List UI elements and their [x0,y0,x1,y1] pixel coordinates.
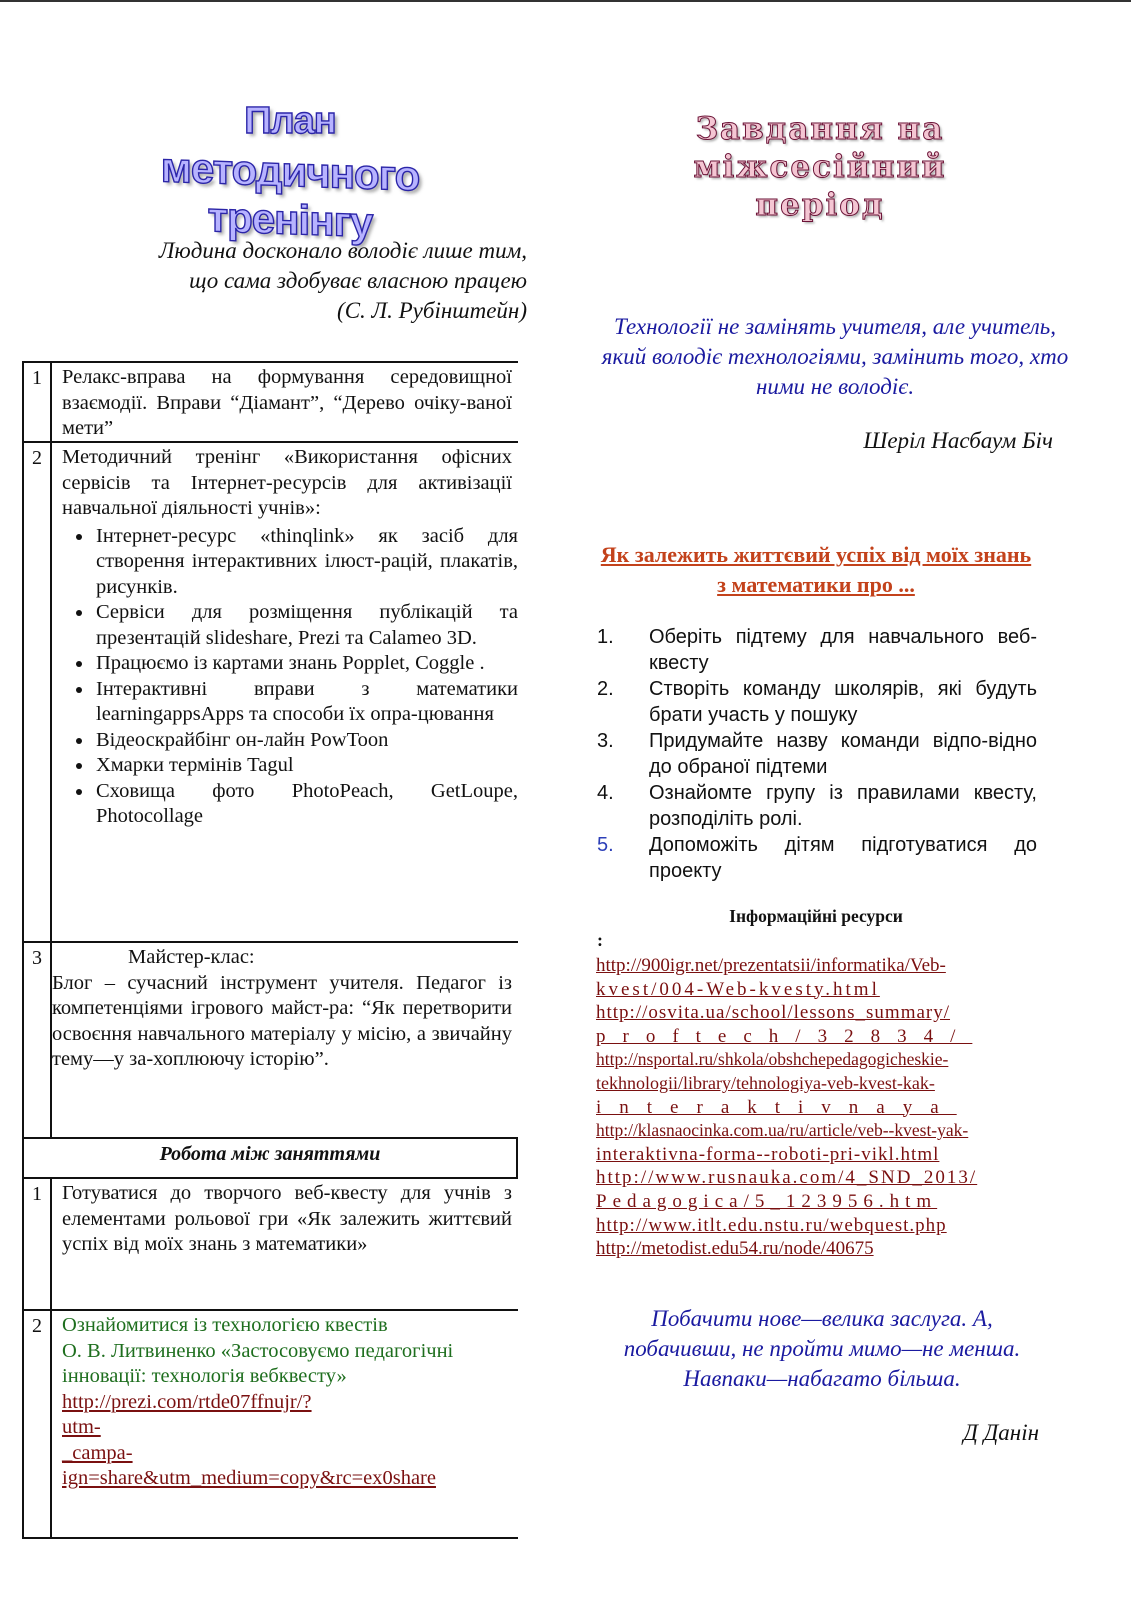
assignment-title [660,110,980,224]
row-content [62,1311,518,1492]
step-text: Ознайомте групу із правилами квесту, розподіліть ролі. [649,782,1037,830]
epigraph-author: (С. Л. Рубінштейн) [337,298,527,323]
steps-list [597,624,1037,884]
plan-title-line1: План [244,100,336,142]
list-item [597,780,1037,832]
step-number: 2. [597,678,614,700]
prezi-link[interactable]: ign=share&utm_medium=copy&rc=ex0share [62,1467,436,1489]
resource-link[interactable]: Pedagogica/5_123956.htm [596,1190,938,1212]
epigraph-line: що сама здобуває власною працею [189,268,527,293]
left-epigraph [67,236,527,326]
row-content [62,443,518,522]
table-row [22,1177,518,1309]
row-text: Блог – сучасний інструмент учителя. Педагог із компетенціями ігрового майст-ра: “Як перетворити освоєння навчального матеріалу у місію, а звичайну тему—у за-хоплюючу історію”. [52,971,512,1070]
resource-link[interactable]: interaktivna-forma--roboti-pri-vikl.html [596,1143,940,1165]
row-number: 2 [22,443,52,941]
resource-links [596,954,1038,1261]
row-text: О. В. Литвиненко «Застосовуємо педагогічні інновації: технологія вебквесту» [62,1339,454,1387]
row-text: Ознайомитися із технологією квестів [62,1314,388,1336]
resource-link[interactable]: interaktivnaya [596,1096,957,1118]
plan-title-line2: методичного тренінгу [160,143,420,246]
list-item: • Інтерактивні вправи з математики learningappsApps та способи їх опра-цювання [94,677,518,728]
list-item: • Відеоскрайбінг он-лайн PowToon [94,728,518,754]
resources-colon: : [597,930,603,950]
resource-link[interactable]: http://www.rusnauka.com/4_SND_2013/ [596,1167,978,1189]
table-row [22,361,518,441]
row-text: Методичний тренінг «Використання офісних сервісів та Інтернет-ресурсів для активізації навчальної діяльності учнів»: [62,446,512,519]
training-plan-table [22,361,518,1539]
table-row [22,1309,518,1539]
top-border [0,0,1131,2]
list-item: • Хмарки термінів Tagul [94,753,518,779]
resource-link[interactable]: http://900igr.net/prezentatsii/informatika/Veb- [596,955,946,976]
step-text: Допоможіть дітям підготуватися до проекту [649,834,1037,882]
table-row [22,941,518,1137]
resource-link[interactable]: http://nsportal.ru/shkola/obshchepedagogicheskie- [596,1049,949,1070]
prezi-link[interactable]: utm- [62,1416,101,1438]
step-number: 5. [597,834,614,856]
resources-heading: Інформаційні ресурси [729,906,903,926]
title-line: період [755,187,885,223]
resources-list [22,524,518,830]
table-row [22,441,518,941]
list-item [597,624,1037,676]
resource-link[interactable]: http://klasnaocinka.com.ua/ru/article/veb--kvest-yak- [596,1120,969,1141]
list-item [597,832,1037,884]
quote-author: Шеріл Насбаум Біч [863,428,1053,453]
row-number: 1 [22,363,52,441]
step-number: 3. [597,730,614,752]
prezi-link[interactable]: http://prezi.com/rtde07ffnujr/? [62,1390,312,1413]
quote-author: Д Данін [963,1420,1039,1445]
row-text: Релакс-вправа на формування середовищної взаємодії. Вправи “Діамант”, “Дерево очіку-ваної мети” [62,366,512,439]
step-number: 4. [597,782,614,804]
list-item [597,676,1037,728]
step-text: Створіть команду школярів, які будуть брати участь у пошуку [649,678,1037,726]
resource-link[interactable]: http://osvita.ua/school/lessons_summary/ [596,1002,951,1024]
resource-link[interactable]: proftech/32834/ [596,1025,973,1047]
danin-quote: Побачити нове—велика заслуга. А, побачивши, не пройти мимо—не менша. Навпаки—набагато більша. [623,1306,1021,1391]
step-number: 1. [597,626,614,648]
title-line: міжсесійний [693,149,947,185]
step-text: Оберіть підтему для навчального веб-квесту [649,626,1037,674]
step-text: Придумайте назву команди відпо-відно до обраної підтеми [649,730,1037,778]
row-content [52,943,518,1073]
resource-link[interactable]: http://www.itlt.edu.nstu.ru/webquest.php [596,1214,947,1236]
resource-link[interactable]: http://metodist.edu54.ru/node/40675 [596,1238,874,1260]
row-number: 1 [22,1179,52,1309]
technology-quote: Технології не замінять учителя, але учитель, який володіє технологіями, замінить того, хто ними не володіє. [601,314,1069,399]
row-number: 3 [22,943,52,1137]
title-line: Завдання на [695,111,945,147]
webquest-heading: Як залежить життєвий успіх від моїх знань з математики про ... [600,542,1032,597]
resource-link[interactable]: kvest/004-Web-kvesty.html [596,978,880,1000]
list-item: • Інтернет-ресурс «thinqlink» як засіб для створення інтерактивних ілюст-рацій, плакатів, рисунків. [94,524,518,601]
row-number: 2 [22,1311,52,1537]
master-class-title: Майстер-клас: [128,946,255,968]
list-item: • Працюємо із картами знань Popplet, Coggle . [94,651,518,677]
resource-link[interactable]: tekhnologii/library/tehnologiya-veb-kvest-kak- [596,1072,935,1093]
between-sessions-header: Робота між заняттями [22,1137,518,1177]
row-text: Готуватися до творчого веб-квесту для учнів з елементами рольової гри «Як залежить життєвий успіх від моїх знань з математики» [62,1182,512,1255]
prezi-link[interactable]: _campa- [62,1441,133,1464]
list-item: • Сховища фото PhotoPeach, GetLoupe, Photocollage [94,779,518,830]
list-item: • Сервіси для розміщення публікацій та презентацій slideshare, Prezi та Calameo 3D. [94,600,518,651]
list-item [597,728,1037,780]
epigraph-line: Людина досконало володіє лише тим, [158,238,527,263]
